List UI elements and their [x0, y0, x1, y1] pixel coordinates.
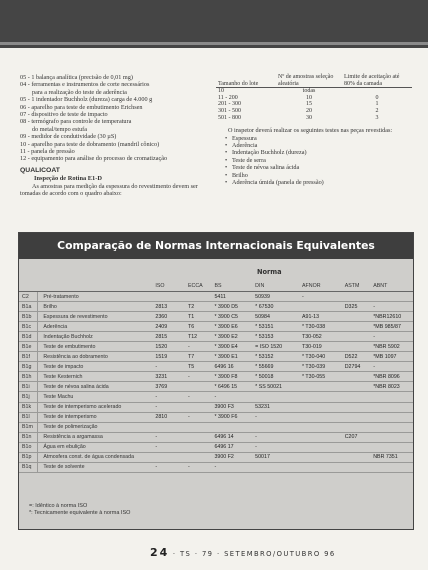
- standard-row: [19, 292, 413, 302]
- standard-afnor-cell: * T30-040: [301, 352, 344, 362]
- standard-abnt-cell: *NBR 8023: [372, 382, 413, 392]
- test-code: B1h: [19, 372, 38, 382]
- test-description: Aderência: [38, 322, 155, 332]
- test-description: Água em ebulição: [38, 442, 155, 452]
- equipment-item: 11 - panela de pressão: [20, 148, 75, 156]
- note-identical: =: Idêntico à norma ISO: [29, 503, 88, 509]
- standard-abnt-cell: *NBR 5902: [372, 342, 413, 352]
- standard-bs-cell: 6496 17: [213, 442, 254, 452]
- standard-din-cell: * 50018: [254, 372, 301, 382]
- standard-iso-cell: 2360: [154, 312, 187, 322]
- standard-astm-cell: [344, 402, 373, 412]
- test-code: B1i: [19, 382, 38, 392]
- standard-din-cell: * 67530: [254, 302, 301, 312]
- test-code: B1k: [19, 402, 38, 412]
- standard-ecca-cell: [187, 422, 213, 432]
- test-list-item: • Aderência úmida (panela de pressão): [216, 179, 416, 186]
- standard-ecca-cell: -: [187, 412, 213, 422]
- standard-iso-cell: 3769: [154, 382, 187, 392]
- norma-label: Norma: [257, 268, 282, 276]
- standard-afnor-cell: * T30-039: [301, 362, 344, 372]
- sample-count-header: Nº de amostras seleção aleatória: [276, 74, 342, 88]
- standard-row: [19, 362, 413, 372]
- standard-din-cell: [254, 422, 301, 432]
- acceptance-limit-cell: 0: [375, 94, 379, 101]
- standard-iso-cell: 2813: [154, 302, 187, 312]
- test-description: Espessura de revestimento: [38, 312, 155, 322]
- standard-iso-cell: -: [154, 462, 187, 472]
- inspection-column: [216, 74, 416, 186]
- standard-astm-cell: [344, 382, 373, 392]
- standard-afnor-cell: * T30-038: [301, 322, 344, 332]
- test-code: B1o: [19, 442, 38, 452]
- equipment-item: 05 - 1 indentador Buchholz (dureza) carga de 4.000 g: [20, 96, 153, 104]
- acceptance-limit-cell: 1: [375, 101, 379, 108]
- qualicoat-paragraph: As amostras para medição da espessura do revestimento devem ser tomadas de acordo com o quadro abaixo:: [20, 182, 198, 198]
- standard-abnt-cell: -: [372, 302, 413, 312]
- col-header-abnt: ABNT: [372, 281, 413, 292]
- standard-ecca-cell: [187, 292, 213, 302]
- standard-din-cell: 50017: [254, 452, 301, 462]
- test-code: B1n: [19, 432, 38, 442]
- sample-count-cell: 15: [306, 101, 312, 108]
- standard-astm-cell: D325: [344, 302, 373, 312]
- standard-afnor-cell: [301, 302, 344, 312]
- test-code: B1j: [19, 392, 38, 402]
- test-code: B1p: [19, 452, 38, 462]
- standard-abnt-cell: [372, 392, 413, 402]
- test-list-item: • Aderência: [216, 142, 416, 149]
- equipment-item: 07 - dispositivo de teste de impacto: [20, 111, 108, 119]
- top-dark-band: [0, 0, 428, 48]
- standard-astm-cell: C207: [344, 432, 373, 442]
- standard-afnor-cell: A91-13: [301, 312, 344, 322]
- equipment-item: 06 - aparelho para teste de embutimento Erichsen: [20, 103, 143, 111]
- standard-din-cell: -: [254, 412, 301, 422]
- sample-row: [216, 115, 412, 122]
- acceptance-limit-cell: 3: [375, 114, 379, 121]
- test-description: Teste de solvente: [38, 462, 155, 472]
- standard-iso-cell: -: [154, 432, 187, 442]
- standard-iso-cell: [154, 422, 187, 432]
- standard-afnor-cell: T30-019: [301, 342, 344, 352]
- standard-ecca-cell: -: [187, 462, 213, 472]
- col-header-iso: ISO: [154, 281, 187, 292]
- standard-row: [19, 382, 413, 392]
- test-code: C2: [19, 292, 38, 302]
- standard-din-cell: [254, 392, 301, 402]
- code-header: [19, 281, 38, 292]
- equipment-item: 05 - 1 balança analítica (precisão de 0,01 mg): [20, 74, 133, 81]
- lot-size-cell: 301 - 500: [218, 107, 241, 114]
- test-description: Teste Kesternich: [38, 372, 155, 382]
- sample-count-cell: 10: [306, 94, 312, 101]
- standard-iso-cell: 2810: [154, 412, 187, 422]
- standard-afnor-cell: [301, 382, 344, 392]
- equipment-item: 04 - ferramentas e instrumentos de corte necessários: [20, 81, 150, 89]
- standard-abnt-cell: *MB 1097: [372, 352, 413, 362]
- standard-astm-cell: [344, 452, 373, 462]
- test-list-item: • Indentação Buchholz (dureza): [216, 149, 416, 156]
- standard-astm-cell: D522: [344, 352, 373, 362]
- standard-iso-cell: 2409: [154, 322, 187, 332]
- standard-astm-cell: [344, 292, 373, 302]
- standard-abnt-cell: [372, 412, 413, 422]
- standards-table: [19, 281, 413, 473]
- standard-abnt-cell: *NBR12610: [372, 312, 413, 322]
- standard-row: [19, 442, 413, 452]
- standard-abnt-cell: -: [372, 362, 413, 372]
- standard-astm-cell: [344, 342, 373, 352]
- standard-abnt-cell: NBR 7351: [372, 452, 413, 462]
- standard-bs-cell: * 3900 E2: [213, 332, 254, 342]
- standard-bs-cell: * 3900 F6: [213, 412, 254, 422]
- sample-count-cell: 20: [306, 107, 312, 114]
- sample-count-cell: todas: [302, 88, 316, 95]
- standard-iso-cell: [154, 292, 187, 302]
- standard-astm-cell: [344, 412, 373, 422]
- standard-abnt-cell: *NBR 8096: [372, 372, 413, 382]
- standard-abnt-cell: *MB 985/87: [372, 322, 413, 332]
- standard-din-cell: 53231: [254, 402, 301, 412]
- test-description: Resistência ao dobramento: [38, 352, 155, 362]
- top-band-stripe: [0, 42, 428, 45]
- test-list-item: • Brilho: [216, 172, 416, 179]
- note-equivalent: *: Tecnicamente equivalente à norma ISO: [29, 510, 131, 517]
- equipment-item: 12 - equipamento para análise do processo de cromatização: [20, 155, 168, 163]
- test-description: Indentação Buchholz: [38, 332, 155, 342]
- test-description: Resistência a argamassa: [38, 432, 155, 442]
- acceptance-limit-cell: 2: [375, 107, 379, 114]
- standard-astm-cell: [344, 442, 373, 452]
- standard-row: [19, 432, 413, 442]
- standard-ecca-cell: T6: [187, 322, 213, 332]
- standard-afnor-cell: [301, 432, 344, 442]
- test-description: Teste de intemperismo acelerado: [38, 402, 155, 412]
- equipment-item: 10 - aparelho para teste de dobramento (mandril cônico): [20, 140, 160, 148]
- equipment-item-continuation: do metal/tempo estufa: [32, 125, 87, 133]
- test-description: Teste de névoa salina ácida: [38, 382, 155, 392]
- lot-size-cell: 10: [218, 88, 224, 95]
- standard-din-cell: [254, 462, 301, 472]
- standard-astm-cell: [344, 312, 373, 322]
- standard-bs-cell: * 3900 C5: [213, 312, 254, 322]
- standard-row: [19, 332, 413, 342]
- standard-ecca-cell: T7: [187, 352, 213, 362]
- test-code: B1m: [19, 422, 38, 432]
- sample-row: [216, 101, 412, 108]
- col-header-bs: BS: [213, 281, 254, 292]
- standard-row: [19, 422, 413, 432]
- standard-bs-cell: 6496 14: [213, 432, 254, 442]
- standard-bs-cell: * 3900 D5: [213, 302, 254, 312]
- test-code: B1l: [19, 412, 38, 422]
- standard-din-cell: * 55669: [254, 362, 301, 372]
- test-code: B1b: [19, 312, 38, 322]
- standard-iso-cell: 1519: [154, 352, 187, 362]
- standard-din-cell: -: [254, 442, 301, 452]
- standard-iso-cell: 1520: [154, 342, 187, 352]
- inspector-text: O inspetor deverá realizar os seguintes testes nas peças revestidas:: [228, 127, 393, 135]
- standard-row: [19, 402, 413, 412]
- test-code: B1d: [19, 332, 38, 342]
- standard-afnor-cell: T30-052: [301, 332, 344, 342]
- standard-iso-cell: -: [154, 362, 187, 372]
- standard-ecca-cell: [187, 452, 213, 462]
- equipment-column: [20, 74, 210, 198]
- standard-ecca-cell: [187, 442, 213, 452]
- page-number: 24: [150, 546, 170, 559]
- standard-astm-cell: D2794: [344, 362, 373, 372]
- acceptance-limit-header: Limite de aceitação até 80% da camada: [342, 74, 412, 88]
- standard-bs-cell: -: [213, 462, 254, 472]
- col-header-ecca: ECCA: [187, 281, 213, 292]
- test-description: Pré-tratamento: [38, 292, 155, 302]
- test-description: Teste de polimerização: [38, 422, 155, 432]
- standard-din-cell: * 53153: [254, 332, 301, 342]
- standard-bs-cell: * 3900 E1: [213, 352, 254, 362]
- test-list-item: • Espessura: [216, 135, 416, 142]
- standard-abnt-cell: [372, 292, 413, 302]
- routine-inspection-subheading: Inspeção de Rotina E1-D: [34, 175, 102, 183]
- test-list-item: • Teste de névoa salina ácida: [216, 164, 416, 171]
- standard-row: [19, 312, 413, 322]
- issue-info: · TS · 79 · SETEMBRO/OUTUBRO 96: [172, 550, 336, 558]
- standard-bs-cell: * 6496 15: [213, 382, 254, 392]
- standard-ecca-cell: -: [187, 372, 213, 382]
- lot-size-cell: 501 - 800: [218, 114, 241, 121]
- test-description: Teste de intemperismo: [38, 412, 155, 422]
- test-description: Brilho: [38, 302, 155, 312]
- standard-din-cell: * 53151: [254, 322, 301, 332]
- standard-row: [19, 322, 413, 332]
- standard-abnt-cell: [372, 422, 413, 432]
- standard-ecca-cell: [187, 402, 213, 412]
- standard-bs-cell: [213, 422, 254, 432]
- standard-abnt-cell: [372, 462, 413, 472]
- standard-row: [19, 452, 413, 462]
- standard-astm-cell: [344, 332, 373, 342]
- test-description: Atmosfera const. de água condensada: [38, 452, 155, 462]
- standards-comparison-box: [18, 232, 414, 530]
- standard-astm-cell: [344, 322, 373, 332]
- sample-row: [216, 95, 412, 102]
- standard-abnt-cell: -: [372, 332, 413, 342]
- standard-row: [19, 412, 413, 422]
- standard-bs-cell: 3900 F2: [213, 452, 254, 462]
- test-description: Teste de impacto: [38, 362, 155, 372]
- test-code: B1q: [19, 462, 38, 472]
- standard-din-cell: 50984: [254, 312, 301, 322]
- standard-row: [19, 392, 413, 402]
- standard-abnt-cell: [372, 432, 413, 442]
- standard-ecca-cell: -: [187, 342, 213, 352]
- standard-din-cell: -: [254, 432, 301, 442]
- standard-iso-cell: 3231: [154, 372, 187, 382]
- standard-afnor-cell: [301, 442, 344, 452]
- standard-iso-cell: [154, 452, 187, 462]
- standard-ecca-cell: [187, 432, 213, 442]
- standard-ecca-cell: T12: [187, 332, 213, 342]
- col-header-afnor: AFNOR: [301, 281, 344, 292]
- standard-bs-cell: -: [213, 392, 254, 402]
- test-code: B1c: [19, 322, 38, 332]
- lot-size-header: Tamanho do lote: [216, 74, 276, 88]
- standard-din-cell: * SS 50021: [254, 382, 301, 392]
- test-code: B1g: [19, 362, 38, 372]
- standard-abnt-cell: [372, 402, 413, 412]
- page-footer: [150, 546, 336, 559]
- standard-afnor-cell: [301, 422, 344, 432]
- standard-row: [19, 462, 413, 472]
- sample-row: [216, 88, 412, 95]
- lot-size-cell: 11 - 200: [218, 94, 238, 101]
- qualicoat-heading: QUALICOAT: [20, 166, 60, 174]
- acceptance-limit-cell: [342, 88, 412, 95]
- table-notes: [29, 503, 130, 518]
- standard-din-cell: 50939: [254, 292, 301, 302]
- standard-bs-cell: 6496 16: [213, 362, 254, 372]
- standard-bs-cell: 5411: [213, 292, 254, 302]
- standard-astm-cell: [344, 462, 373, 472]
- standard-bs-cell: * 3900 F8: [213, 372, 254, 382]
- standard-afnor-cell: [301, 392, 344, 402]
- equipment-item-continuation: para a realização do teste de aderência: [32, 88, 127, 96]
- standard-bs-cell: 3900 F3: [213, 402, 254, 412]
- standard-abnt-cell: [372, 442, 413, 452]
- standard-iso-cell: 2815: [154, 332, 187, 342]
- standard-ecca-cell: -: [187, 392, 213, 402]
- lot-size-cell: 201 - 300: [218, 101, 241, 108]
- description-header: [38, 281, 155, 292]
- standard-afnor-cell: * T30-055: [301, 372, 344, 382]
- test-code: B1a: [19, 302, 38, 312]
- sample-size-table: [216, 74, 412, 121]
- equipment-item: 09 - medidor de condutividade (30 µS): [20, 133, 117, 141]
- standard-ecca-cell: T2: [187, 302, 213, 312]
- standard-afnor-cell: [301, 462, 344, 472]
- test-list-item: • Teste de serra: [216, 157, 416, 164]
- test-description: Teste Machu: [38, 392, 155, 402]
- standard-astm-cell: [344, 422, 373, 432]
- standard-row: [19, 342, 413, 352]
- standard-bs-cell: * 3900 E6: [213, 322, 254, 332]
- standard-afnor-cell: -: [301, 292, 344, 302]
- standard-iso-cell: -: [154, 402, 187, 412]
- standard-din-cell: * 53152: [254, 352, 301, 362]
- standard-ecca-cell: [187, 382, 213, 392]
- standard-row: [19, 302, 413, 312]
- standard-bs-cell: * 3900 E4: [213, 342, 254, 352]
- test-code: B1f: [19, 352, 38, 362]
- standard-afnor-cell: [301, 402, 344, 412]
- col-header-astm: ASTM: [344, 281, 373, 292]
- standard-afnor-cell: [301, 452, 344, 462]
- test-code: B1e: [19, 342, 38, 352]
- standard-ecca-cell: T1: [187, 312, 213, 322]
- standard-row: [19, 372, 413, 382]
- standard-iso-cell: -: [154, 442, 187, 452]
- inspector-test-list: [216, 135, 416, 187]
- standard-astm-cell: [344, 392, 373, 402]
- sample-row: [216, 108, 412, 115]
- standard-ecca-cell: T5: [187, 362, 213, 372]
- comparison-title: Comparação de Normas Internacionais Equivalentes: [19, 233, 413, 259]
- standard-iso-cell: -: [154, 392, 187, 402]
- col-header-din: DIN: [254, 281, 301, 292]
- test-description: Teste de embutimento: [38, 342, 155, 352]
- sample-count-cell: 30: [306, 114, 312, 121]
- equipment-item: 08 - termógrafo para controle de temperatura: [20, 118, 132, 126]
- standard-row: [19, 352, 413, 362]
- standard-astm-cell: [344, 372, 373, 382]
- standard-din-cell: = ISO 1520: [254, 342, 301, 352]
- standard-afnor-cell: [301, 412, 344, 422]
